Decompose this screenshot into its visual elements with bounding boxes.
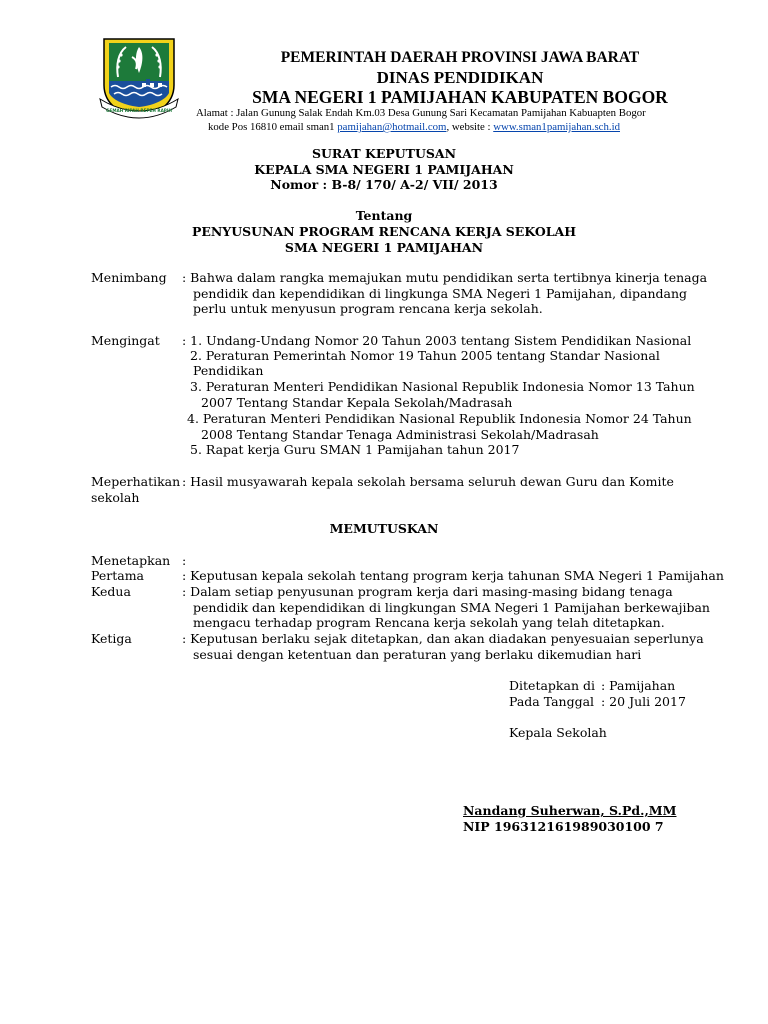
email-link[interactable]: pamijahan@hotmail.com: [337, 121, 447, 133]
menimbang-line: pendidik dan kependidikan di lingkunga SMA Negeri 1 Pamijahan, dipandang: [193, 286, 688, 301]
kedua-line: : Dalam setiap penyusunan program kerja dari masing-masing bidang tenaga: [182, 584, 673, 599]
ketiga-label: Ketiga: [91, 631, 132, 646]
doc-title-2: KEPALA SMA NEGERI 1 PAMIJAHAN: [254, 162, 514, 177]
ditetapkan-value: : Pamijahan: [601, 678, 676, 693]
website-link[interactable]: www.sman1pamijahan.sch.id: [493, 121, 620, 133]
menetapkan-colon: :: [182, 553, 187, 568]
mengingat-line: 2. Peraturan Pemerintah Nomor 19 Tahun 2005 tentang Standar Nasional: [190, 348, 660, 363]
signatory-name: Nandang Suherwan, S.Pd.,MM: [463, 803, 677, 818]
menetapkan-label: Menetapkan: [91, 553, 171, 568]
memperhatikan-cont: sekolah: [91, 490, 140, 505]
mengingat-line: 3. Peraturan Menteri Pendidikan Nasional Republik Indonesia Nomor 13 Tahun: [190, 379, 695, 394]
contact-mid: , website :: [446, 121, 494, 133]
kedua-label: Kedua: [91, 584, 131, 599]
memperhatikan-label: Meperhatikan: [91, 474, 181, 489]
tanggal-value: : 20 Juli 2017: [601, 694, 686, 709]
mengingat-line: 4. Peraturan Menteri Pendidikan Nasional Republik Indonesia Nomor 24 Tahun: [187, 411, 692, 426]
header-address: Alamat : Jalan Gunung Salak Endah Km.03 Desa Gunung Sari Kecamatan Pamijahan Kabuapten Bogor: [196, 107, 646, 119]
memperhatikan-text: : Hasil musyawarah kepala sekolah bersama seluruh dewan Guru dan Komite: [182, 474, 674, 489]
header-contact: [208, 121, 620, 133]
mengingat-line: 5. Rapat kerja Guru SMAN 1 Pamijahan tahun 2017: [190, 442, 520, 457]
mengingat-line: 2007 Tentang Standar Kepala Sekolah/Madrasah: [201, 395, 513, 410]
menimbang-line: : Bahwa dalam rangka memajukan mutu pendidikan serta tertibnya kinerja tenaga: [182, 270, 708, 285]
signatory-role: Kepala Sekolah: [509, 725, 607, 740]
mengingat-label: Mengingat: [91, 333, 160, 348]
subject-school: SMA NEGERI 1 PAMIJAHAN: [284, 240, 484, 255]
pertama-label: Pertama: [91, 568, 145, 583]
kedua-line: mengacu terhadap program Rencana kerja sekolah yang telah ditetapkan.: [193, 615, 665, 630]
doc-title-1: SURAT KEPUTUSAN: [311, 146, 457, 161]
ditetapkan-label: Ditetapkan di: [509, 678, 595, 693]
ketiga-line: : Keputusan berlaku sejak ditetapkan, dan akan diadakan penyesuaian seperlunya: [182, 631, 704, 646]
kedua-line: pendidik dan kependidikan di lingkungan SMA Negeri 1 Pamijahan berkewajiban: [193, 600, 710, 615]
svg-text:GEMAH RIPAH REPEH RAPIH: GEMAH RIPAH REPEH RAPIH: [106, 108, 172, 113]
pertama-text: : Keputusan kepala sekolah tentang program kerja tahunan SMA Negeri 1 Pamijahan: [182, 568, 724, 583]
ketiga-line: sesuai dengan ketentuan dan peraturan yang berlaku dikemudian hari: [193, 647, 642, 662]
contact-prefix: kode Pos 16810 email sman1: [208, 121, 338, 133]
mengingat-line: 2008 Tentang Standar Tenaga Administrasi Sekolah/Madrasah: [201, 427, 599, 442]
subject-tentang: Tentang: [355, 208, 413, 223]
menimbang-label: Menimbang: [91, 270, 167, 285]
header-department: DINAS PENDIDIKAN: [376, 68, 544, 87]
mengingat-line: : 1. Undang-Undang Nomor 20 Tahun 2003 tentang Sistem Pendidikan Nasional: [182, 333, 692, 348]
header-government: PEMERINTAH DAERAH PROVINSI JAWA BARAT: [280, 49, 640, 66]
tanggal-label: Pada Tanggal: [509, 694, 595, 709]
header-school: SMA NEGERI 1 PAMIJAHAN KABUPATEN BOGOR: [252, 87, 668, 107]
subject-title: PENYUSUNAN PROGRAM RENCANA KERJA SEKOLAH: [191, 224, 577, 239]
doc-number: Nomor : B-8/ 170/ A-2/ VII/ 2013: [270, 177, 498, 192]
mengingat-line: Pendidikan: [193, 363, 264, 378]
menimbang-line: perlu untuk menyusun program rencana kerja sekolah.: [193, 301, 543, 316]
memutuskan-heading: MEMUTUSKAN: [329, 521, 439, 536]
signatory-nip: NIP 196312161989030100 7: [463, 819, 664, 834]
